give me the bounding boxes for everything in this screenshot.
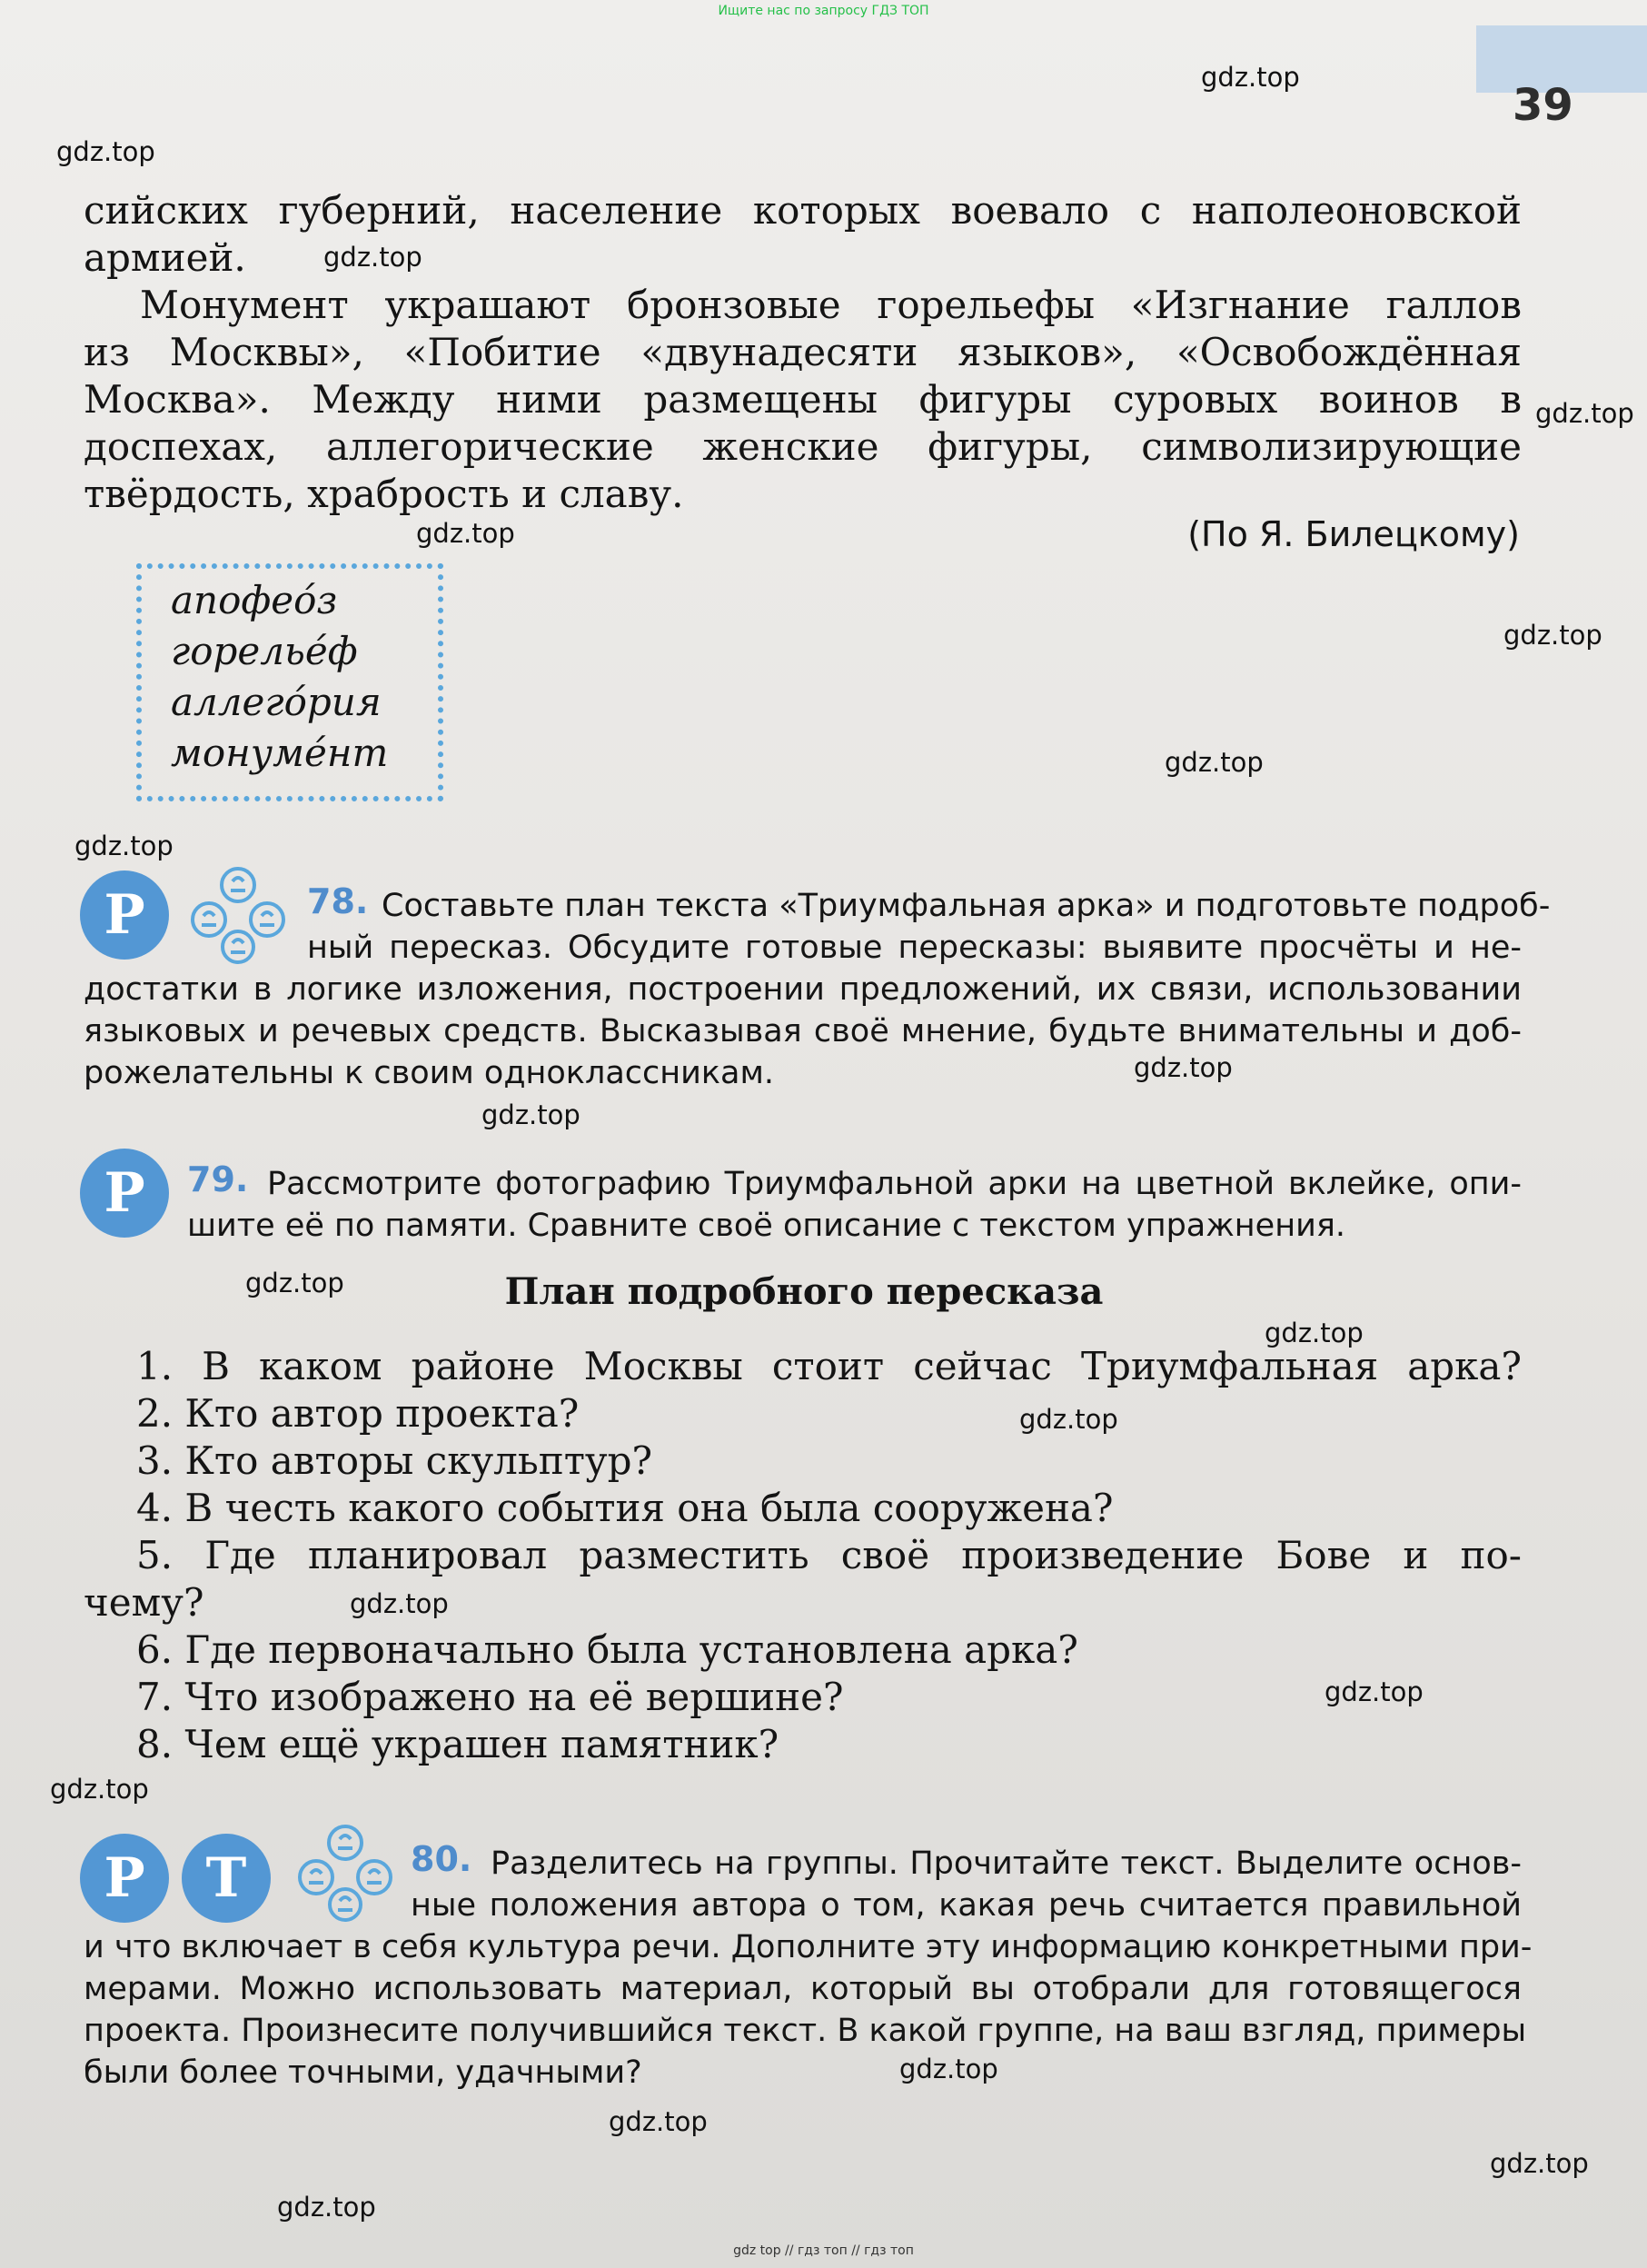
exercise-line: Разделитесь на группы. Прочитайте текст. Выделите основ- bbox=[491, 1845, 1522, 1882]
watermark: gdz.top bbox=[1201, 62, 1300, 93]
text-badge: Т bbox=[182, 1834, 271, 1923]
plan-item-continuation: чему? bbox=[84, 1580, 204, 1625]
watermark: gdz.top bbox=[56, 136, 155, 167]
watermark: gdz.top bbox=[609, 2106, 708, 2137]
exercise-line: шите её по памяти. Сравните своё описание с текстом упражнения. bbox=[187, 1208, 1346, 1244]
watermark: gdz.top bbox=[350, 1588, 449, 1619]
plan-item: 8. Чем ещё украшен памятник? bbox=[136, 1722, 779, 1766]
watermark: gdz.top bbox=[245, 1268, 344, 1298]
exercise-line: языковых и речевых средств. Высказывая своё мнение, будьте внимательны и доб- bbox=[84, 1013, 1522, 1049]
plan-title: План подробного пересказа bbox=[504, 1270, 1104, 1313]
text-line: сийских губерний, население которых воевало с наполеоновской bbox=[84, 188, 1522, 233]
exercise-number: 78. bbox=[307, 881, 369, 921]
page-number: 39 bbox=[1513, 80, 1573, 131]
watermark: gdz.top bbox=[1165, 747, 1264, 778]
exercise-line: достатки в логике изложения, построении предложений, их связи, использовании bbox=[84, 971, 1522, 1008]
discussion-icon bbox=[185, 863, 287, 965]
text-line: Монумент украшают бронзовые горельефы «Изгнание галлов bbox=[140, 283, 1522, 327]
plan-item: 7. Что изображено на её вершине? bbox=[136, 1675, 844, 1719]
exercise-line: ные положения автора о том, какая речь считается правильной bbox=[411, 1887, 1522, 1924]
vocabulary-word: апофеóз bbox=[171, 578, 338, 622]
plan-item: 6. Где первоначально была установлена арка? bbox=[136, 1627, 1078, 1672]
exercise-line: Рассмотрите фотографию Триумфальной арки на цветной вклейке, опи- bbox=[267, 1166, 1522, 1202]
discussion-icon bbox=[293, 1821, 394, 1923]
vocabulary-word: горельéф bbox=[171, 629, 358, 673]
watermark: gdz.top bbox=[899, 2054, 998, 2084]
plan-item: 4. В честь какого события она была сооружена? bbox=[136, 1486, 1114, 1530]
watermark: gdz.top bbox=[1265, 1318, 1364, 1348]
speech-badge: Р bbox=[80, 1149, 169, 1238]
watermark: gdz.top bbox=[323, 242, 422, 273]
plan-item: 5. Где планировал разместить своё произведение Бове и по- bbox=[136, 1533, 1522, 1577]
watermark: gdz.top bbox=[1019, 1404, 1118, 1435]
watermark: gdz.top bbox=[1134, 1052, 1233, 1083]
watermark: gdz.top bbox=[277, 2192, 376, 2223]
text-line: армией. bbox=[84, 235, 246, 280]
text-line: твёрдость, храбрость и славу. bbox=[84, 472, 684, 516]
speech-badge: Р bbox=[80, 870, 169, 960]
exercise-line: мерами. Можно использовать материал, который вы отобрали для готовящегося bbox=[84, 1971, 1522, 2007]
speech-badge: Р bbox=[80, 1834, 169, 1923]
watermark: gdz.top bbox=[416, 518, 515, 549]
vocabulary-word: аллегóрия bbox=[171, 680, 382, 724]
plan-item: 1. В каком районе Москвы стоит сейчас Триумфальная арка? bbox=[136, 1344, 1522, 1388]
text-line: доспехах, аллегорические женские фигуры, символизирующие bbox=[84, 424, 1522, 469]
exercise-line: были более точными, удачными? bbox=[84, 2054, 642, 2091]
top-note: Ищите нас по запросу ГДЗ ТОП bbox=[718, 4, 929, 18]
watermark: gdz.top bbox=[50, 1774, 149, 1805]
exercise-line: и что включает в себя культура речи. Дополните эту информацию конкретными при- bbox=[84, 1929, 1533, 1965]
watermark: gdz.top bbox=[1490, 2148, 1589, 2179]
plan-item: 2. Кто автор проекта? bbox=[136, 1391, 580, 1436]
watermark: gdz.top bbox=[1325, 1676, 1424, 1707]
watermark: gdz.top bbox=[1535, 398, 1634, 429]
text-line: из Москвы», «Побитие «двунадесяти языков», «Освобождённая bbox=[84, 330, 1522, 374]
exercise-line: рожелательны к своим одноклассникам. bbox=[84, 1055, 775, 1091]
bottom-note: gdz top // гдз топ // гдз топ bbox=[733, 2243, 914, 2258]
text-line: Москва». Между ними размещены фигуры суровых воинов в bbox=[84, 377, 1522, 422]
exercise-line: ный пересказ. Обсудите готовые пересказы: выявите просчёты и не- bbox=[307, 930, 1522, 966]
attribution: (По Я. Билецкому) bbox=[1187, 514, 1520, 554]
watermark: gdz.top bbox=[1503, 620, 1602, 651]
exercise-number: 79. bbox=[187, 1159, 249, 1199]
exercise-line: проекта. Произнесите получившийся текст. В какой группе, на ваш взгляд, примеры bbox=[84, 2013, 1527, 2049]
watermark: gdz.top bbox=[481, 1099, 580, 1130]
exercise-number: 80. bbox=[411, 1839, 472, 1879]
plan-item: 3. Кто авторы скульптур? bbox=[136, 1438, 653, 1483]
watermark: gdz.top bbox=[74, 831, 174, 861]
vocabulary-word: монумéнт bbox=[171, 731, 389, 775]
exercise-line: Составьте план текста «Триумфальная арка» и подготовьте подроб- bbox=[382, 888, 1551, 924]
